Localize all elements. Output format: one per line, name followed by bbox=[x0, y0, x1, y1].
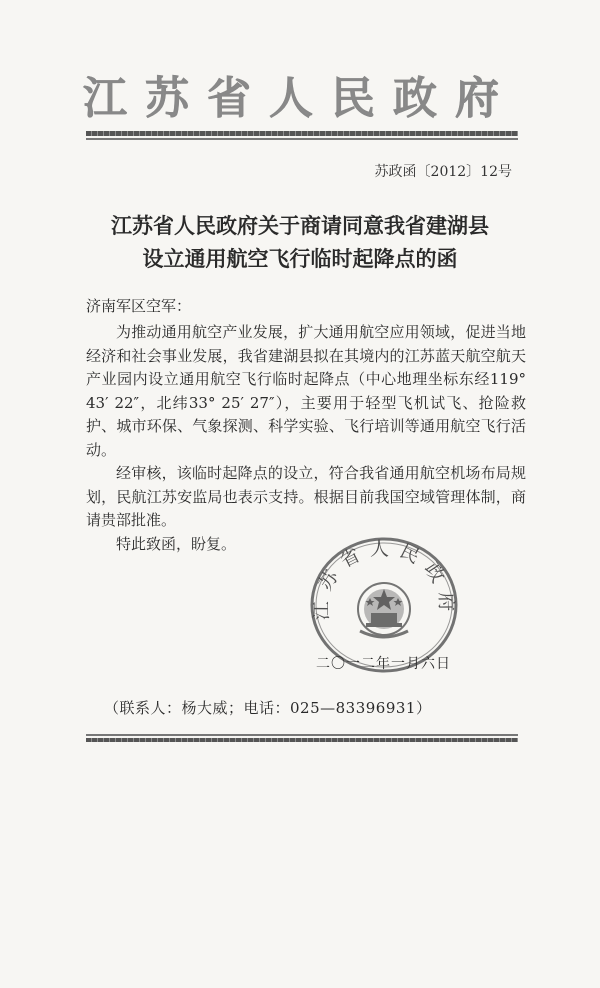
header-rule-thick bbox=[86, 131, 518, 136]
header-rule-thin bbox=[86, 138, 518, 140]
footer-rule-thick bbox=[86, 738, 518, 742]
national-emblem-icon bbox=[358, 583, 410, 637]
letter-body bbox=[86, 321, 526, 556]
issuer-masthead: 江苏省人民政府 bbox=[83, 73, 517, 124]
body-paragraph-2: 经审核，该临时起降点的设立，符合我省通用航空机场布局规划，民航江苏安监局也表示支持。根据目前我国空域管理体制，商请贵部批准。 bbox=[86, 464, 526, 529]
title-line-1: 江苏省人民政府关于商请同意我省建湖县 bbox=[111, 213, 489, 238]
footer-rule-thin bbox=[86, 734, 518, 736]
letter-date: 二〇一二年一月六日 bbox=[316, 656, 451, 672]
addressee: 济南军区空军： bbox=[86, 297, 192, 315]
body-paragraph-3: 特此致函，盼复。 bbox=[116, 534, 237, 553]
seal-text: 江苏省人民政府 bbox=[310, 538, 458, 621]
contact-info: （联系人：杨大威；电话：025—83396931） bbox=[104, 699, 432, 717]
document-number: 苏政函〔2012〕12号 bbox=[374, 164, 512, 180]
body-paragraph-1: 为推动通用航空产业发展，扩大通用航空应用领域，促进当地经济和社会事业发展，我省建湖县拟在其境内的江苏蓝天航空航天产业园内设立通用航空飞行临时起降点（中心地理坐标东经119° 43′ 22″，北纬33° 25′ 27″），主要用于轻型飞机试飞、抢险救护、城市环保、气象探测、科学实验、飞行培训等通用航空飞行活动。 bbox=[86, 323, 526, 459]
document-title bbox=[0, 209, 600, 275]
title-line-2: 设立通用航空飞行临时起降点的函 bbox=[142, 246, 458, 271]
